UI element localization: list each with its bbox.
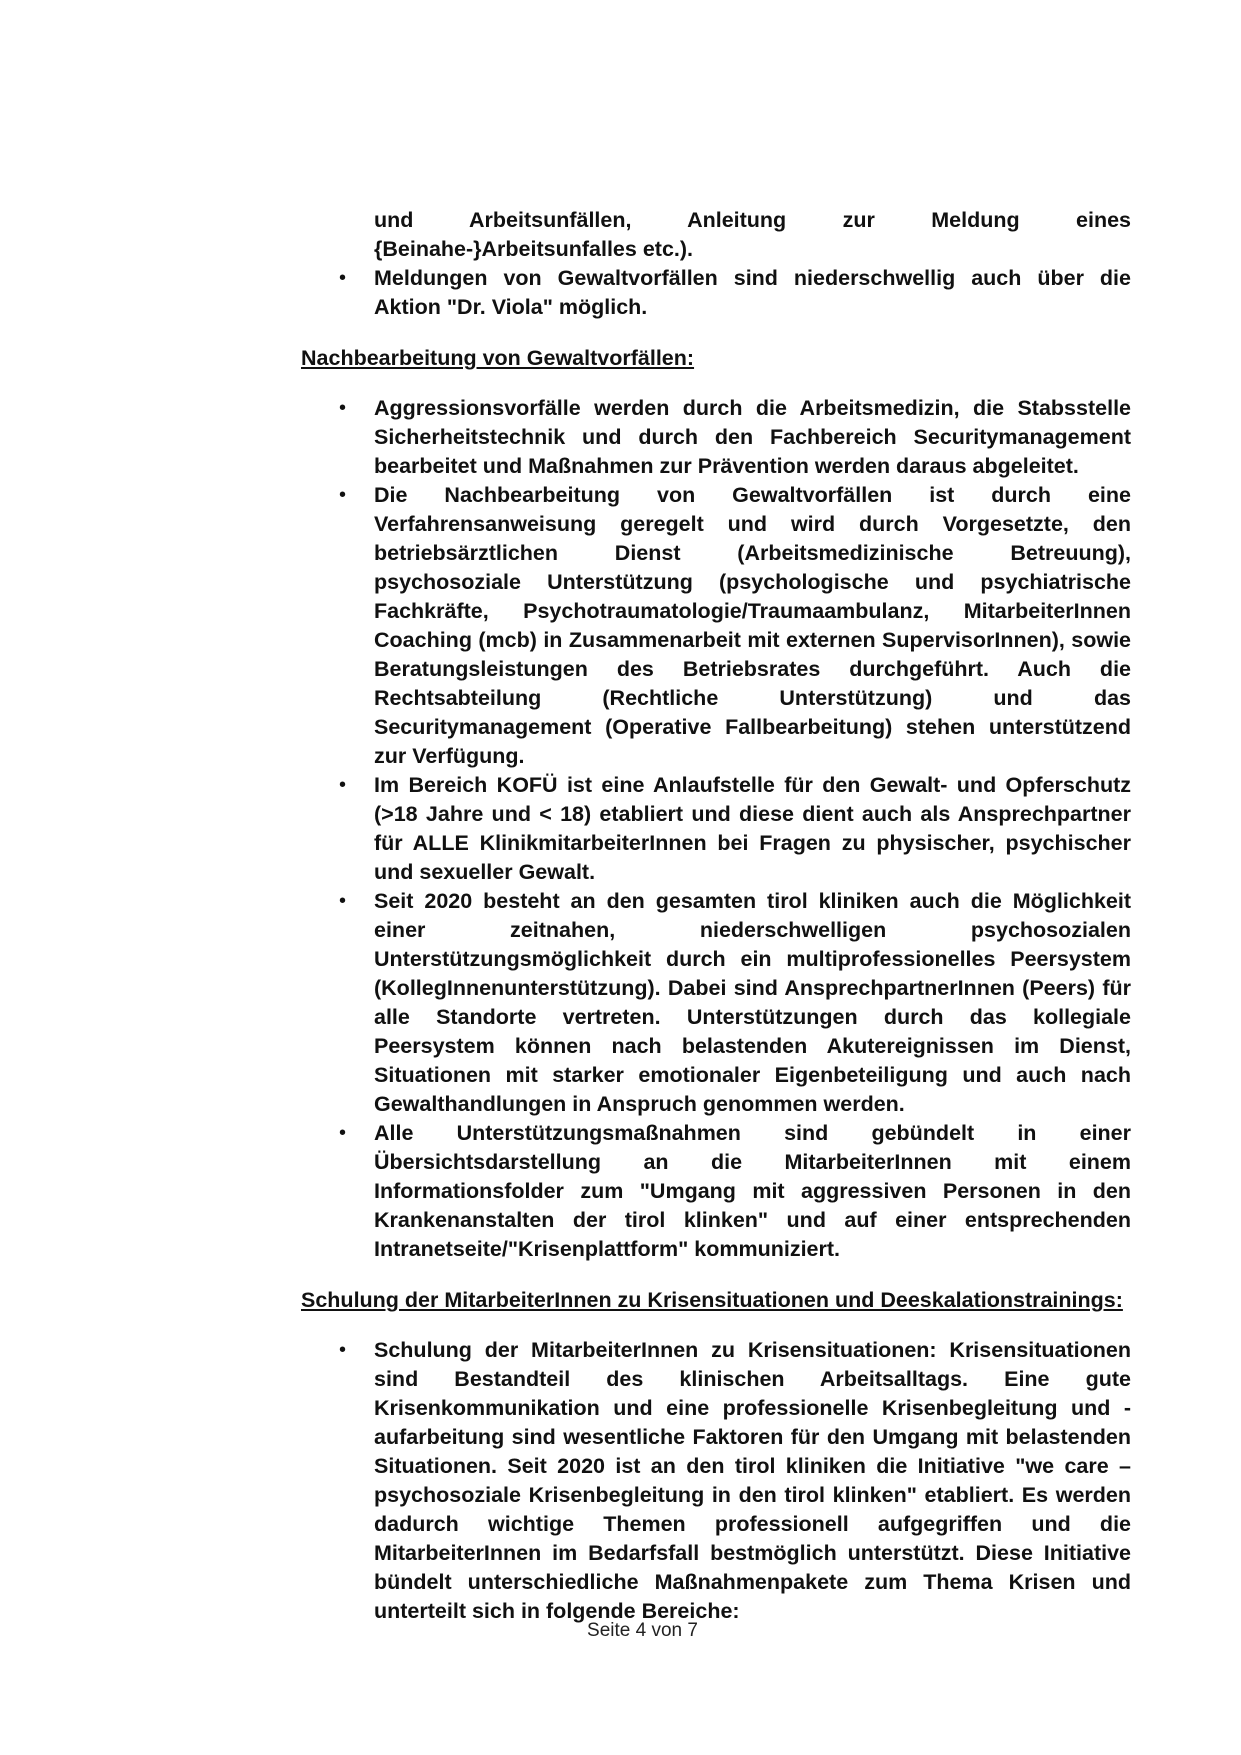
bullet-text: Im Bereich KOFÜ ist eine Anlaufstelle für den Gewalt- und Opferschutz (>18 Jahre und < 18) etabliert und diese dient auch als Ansprechpartner für ALLE KlinikmitarbeiterInnen bei Fragen zu physischer, psychischer und sexueller Gewalt. [374, 773, 1131, 884]
list-item [301, 1336, 1131, 1626]
bullet-icon: • [339, 397, 347, 419]
list-item [301, 481, 1131, 771]
list-item [301, 264, 1131, 322]
list-item [301, 394, 1131, 481]
continued-bullet-text: und Arbeitsunfällen, Anleitung zur Meldung eines {Beinahe-}Arbeitsunfalles etc.). [374, 208, 1131, 261]
list-item [301, 771, 1131, 887]
bullet-icon: • [339, 1339, 347, 1361]
schulung-bullet-list [301, 1336, 1131, 1626]
bullet-text: Alle Unterstützungsmaßnahmen sind gebündelt in einer Übersichtsdarstellung an die MitarbeiterInnen mit einem Informationsfolder zum "Umgang mit aggressiven Personen in den Krankenanstalten der tirol klinken" und auf einer entsprechenden Intranetseite/"Krisenplattform" kommuniziert. [374, 1121, 1131, 1261]
bullet-text: Meldungen von Gewaltvorfällen sind niederschwellig auch über die Aktion "Dr. Viola" möglich. [374, 266, 1131, 319]
bullet-icon: • [339, 890, 347, 912]
nachbearbeitung-bullet-list [301, 394, 1131, 1264]
bullet-icon: • [339, 484, 347, 506]
bullet-text: Seit 2020 besteht an den gesamten tirol kliniken auch die Möglichkeit einer zeitnahen, niederschwelligen psychosozialen Unterstützungsmöglichkeit durch ein multiprofessionelles Peersystem (KollegInnenunterstützung). Dabei sind AnsprechpartnerInnen (Peers) für alle Standorte vertreten. Unterstützungen durch das kollegiale Peersystem können nach belastenden Akutereignissen im Dienst, Situationen mit starker emotionaler Eigenbeteiligung und auch nach Gewalthandlungen in Anspruch genommen werden. [374, 889, 1131, 1116]
bullet-icon: • [339, 774, 347, 796]
bullet-icon: • [339, 1122, 347, 1144]
bullet-text: Aggressionsvorfälle werden durch die Arbeitsmedizin, die Stabsstelle Sicherheitstechnik und durch den Fachbereich Securitymanagement bearbeitet und Maßnahmen zur Prävention werden daraus abgeleitet. [374, 396, 1131, 478]
bullet-text: Die Nachbearbeitung von Gewaltvorfällen ist durch eine Verfahrensanweisung geregelt und wird durch Vorgesetzte, den betriebsärztlichen Dienst (Arbeitsmedizinische Betreuung), psychosoziale Unterstützung (psychologische und psychiatrische Fachkräfte, Psychotraumatologie/Traumaambulanz, MitarbeiterInnen Coaching (mcb) in Zusammenarbeit mit externen SupervisorInnen), sowie Beratungsleistungen des Betriebsrates durchgeführt. Auch die Rechtsabteilung (Rechtliche Unterstützung) und das Securitymanagement (Operative Fallbearbeitung) stehen unterstützend zur Verfügung. [374, 483, 1131, 768]
document-body [301, 206, 1131, 1626]
page-number: Seite 4 von 7 [587, 1620, 698, 1641]
list-item [301, 887, 1131, 1119]
intro-bullet-list [301, 264, 1131, 322]
section-heading-schulung: Schulung der MitarbeiterInnen zu Krisensituationen und Deeskalationstrainings: [301, 1288, 1123, 1312]
list-item [301, 1119, 1131, 1264]
section-heading-nachbearbeitung: Nachbearbeitung von Gewaltvorfällen: [301, 346, 695, 370]
bullet-text: Schulung der MitarbeiterInnen zu Krisensituationen: Krisensituationen sind Bestandteil des klinischen Arbeitsalltags. Eine gute Krisenkommunikation und eine professionelle Krisenbegleitung und -aufarbeitung sind wesentliche Faktoren für den Umgang mit belastenden Situationen. Seit 2020 ist an den tirol kliniken die Initiative "we care – psychosoziale Krisenbegleitung in den tirol klinken" etabliert. Es werden dadurch wichtige Themen professionell aufgegriffen und die MitarbeiterInnen im Bedarfsfall bestmöglich unterstützt. Diese Initiative bündelt unterschiedliche Maßnahmenpakete zum Thema Krisen und unterteilt sich in folgende Bereiche: [374, 1338, 1131, 1623]
page-footer [0, 1620, 1241, 1642]
bullet-icon: • [339, 267, 347, 289]
